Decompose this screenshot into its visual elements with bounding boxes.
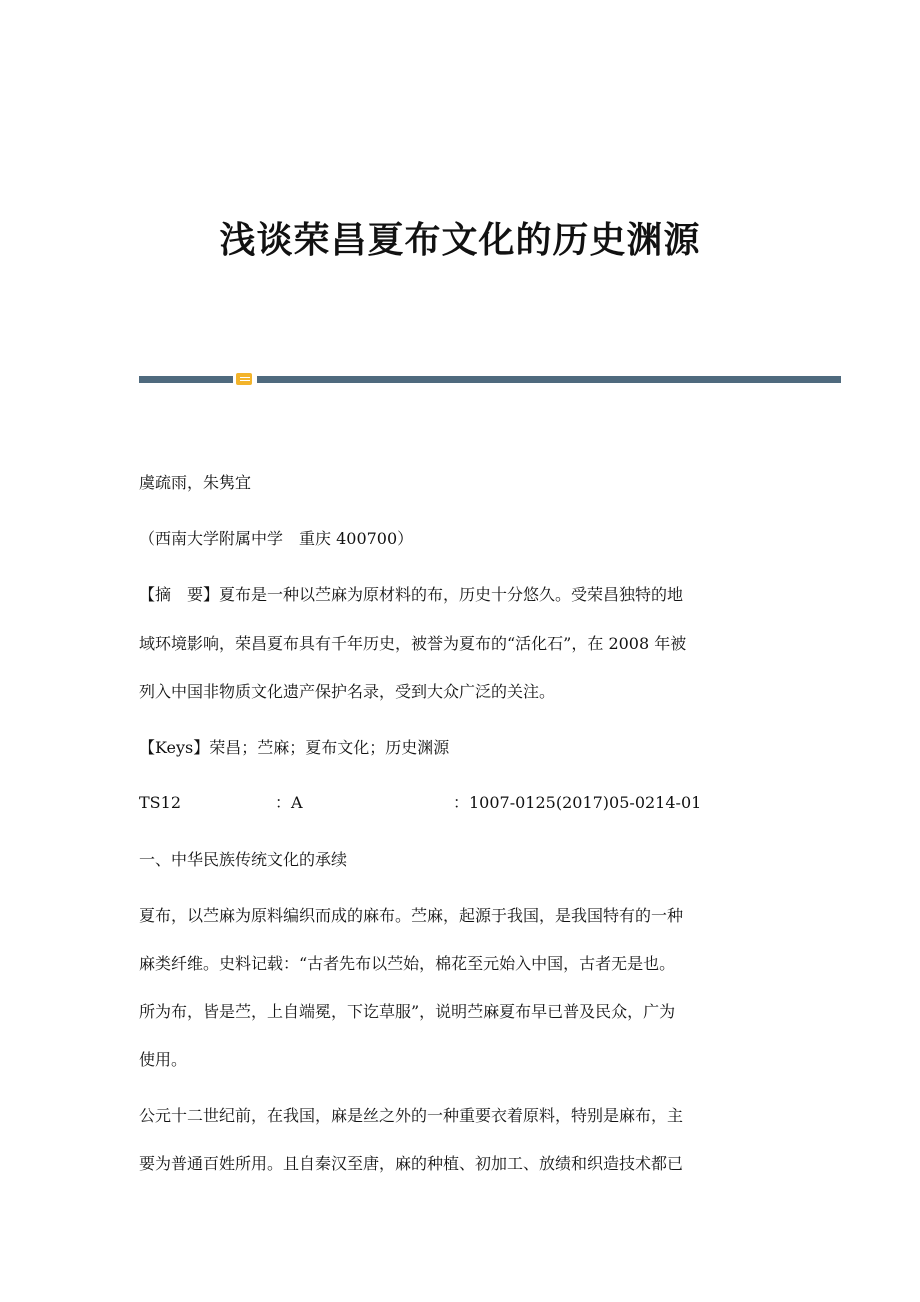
title-divider bbox=[139, 372, 841, 386]
divider-bar-right bbox=[257, 376, 841, 383]
paragraph-line: 夏布，以苎麻为原料编织而成的麻布。苎麻，起源于我国，是我国特有的一种 bbox=[139, 906, 684, 925]
divider-bar-left bbox=[139, 376, 233, 383]
document-emblem-icon bbox=[236, 373, 252, 385]
paragraph-line: 麻类纤维。史料记载：“古者先布以苎始，棉花至元始入中国，古者无是也。 bbox=[139, 954, 676, 973]
paragraph-line: 公元十二世纪前，在我国，麻是丝之外的一种重要衣着原料，特别是麻布，主 bbox=[139, 1106, 684, 1125]
abstract-line: 【摘 要】夏布是一种以苎麻为原材料的布，历史十分悠久。受荣昌独特的地 bbox=[139, 585, 684, 604]
affiliation: （西南大学附属中学 重庆 400700） bbox=[139, 529, 414, 548]
article-number: ：1007-0125(2017)05-0214-01 bbox=[453, 793, 702, 812]
section-heading: 一、中华民族传统文化的承续 bbox=[139, 850, 348, 869]
abstract-line: 域环境影响，荣昌夏布具有千年历史，被誉为夏布的“活化石”，在 2008 年被 bbox=[139, 634, 687, 653]
paragraph-line: 使用。 bbox=[139, 1050, 188, 1069]
identifier-row bbox=[139, 791, 839, 815]
paragraph-line: 要为普通百姓所用。且自秦汉至唐，麻的种植、初加工、放绩和织造技术都已 bbox=[139, 1154, 684, 1173]
document-code: ：A bbox=[275, 793, 303, 812]
author-names: 虞疏雨，朱隽宜 bbox=[139, 473, 252, 492]
paragraph-line: 所为布，皆是苎，上自端冕，下讫草服”，说明苎麻夏布早已普及民众，广为 bbox=[139, 1002, 676, 1021]
paper-title: 浅谈荣昌夏布文化的历史渊源 bbox=[219, 219, 701, 261]
abstract-line: 列入中国非物质文化遗产保护名录，受到大众广泛的关注。 bbox=[139, 682, 556, 701]
keywords: 【Keys】荣昌；苎麻；夏布文化；历史渊源 bbox=[139, 738, 450, 757]
clc-number: TS12 bbox=[139, 793, 181, 812]
